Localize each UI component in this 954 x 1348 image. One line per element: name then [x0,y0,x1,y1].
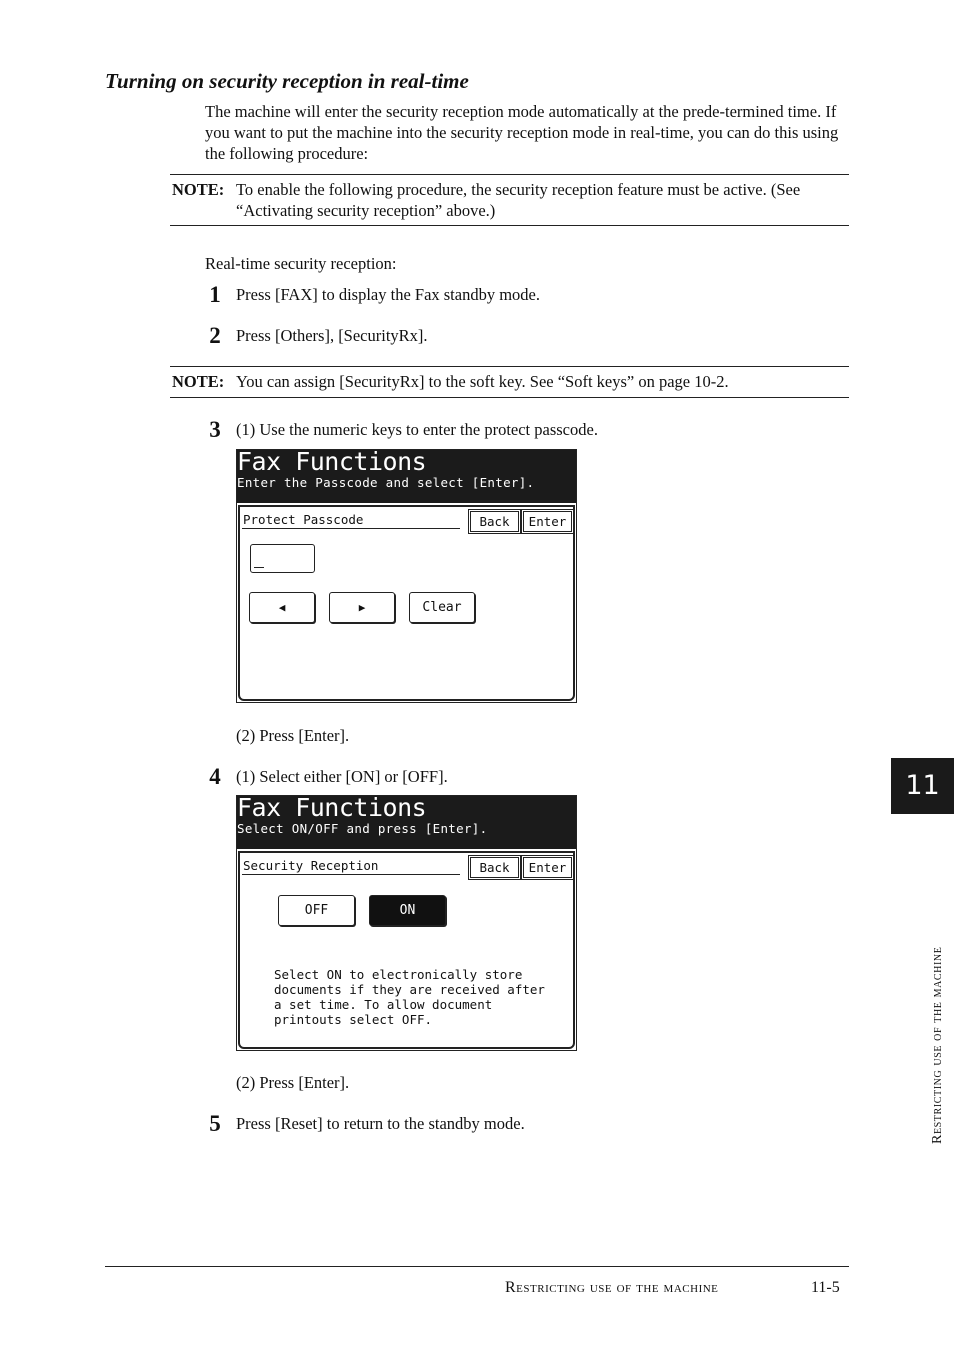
chapter-tab: 11 [891,758,954,814]
left-arrow-button[interactable]: ◀ [249,592,315,623]
field-underline [242,874,460,875]
note-text: You can assign [SecurityRx] to the soft key. See “Soft keys” on page 10-2. [236,372,729,391]
back-button[interactable]: Back [470,511,519,532]
field-label: Security Reception [243,858,379,873]
procedure-label: Real-time security reception: [205,254,397,273]
note-1 [172,179,848,221]
side-chapter-label [906,832,945,1144]
step-text: (1) Select either [ON] or [OFF]. [236,767,448,786]
step-number: 1 [209,282,221,307]
section-heading: Turning on security reception in real-time [105,69,469,93]
lcd-title-bar [237,447,576,503]
lcd-panel [238,851,575,1049]
note-text: To enable the following procedure, the security reception feature must be active. (See “Activating security reception” above.) [236,180,801,220]
note-label: NOTE: [172,372,225,391]
field-label: Protect Passcode [243,512,364,527]
page-number: 11-5 [811,1279,840,1296]
step-text: (1) Use the numeric keys to enter the protect passcode. [236,420,598,439]
note-rule-bottom [170,225,849,226]
step-number: 2 [209,323,221,348]
step-text: Press [Others], [SecurityRx]. [236,326,428,345]
lcd-panel [238,505,575,701]
note-rule-top [170,366,849,367]
note-2 [172,371,848,392]
field-underline [242,528,460,529]
step-text: Press [Reset] to return to the standby mode. [236,1114,525,1133]
clear-button[interactable]: Clear [409,592,475,623]
lcd-subtitle: Enter the Passcode and select [Enter]. [237,475,535,490]
footer-rule [105,1266,849,1267]
step-subtext: (2) Press [Enter]. [236,726,350,745]
lcd-title: Fax Functions [237,793,427,822]
step-number: 4 [209,764,221,789]
on-button[interactable]: ON [369,895,446,926]
lcd-subtitle: Select ON/OFF and press [Enter]. [237,821,488,836]
enter-button[interactable]: Enter [523,511,572,532]
note-rule-top [170,174,849,175]
help-text: Select ON to electronically store documents if they are received after a set time. To allow document printouts select OFF. [274,967,545,1027]
passcode-input[interactable] [250,544,315,573]
text-cursor [254,567,264,568]
step-number: 5 [209,1111,221,1136]
right-arrow-button[interactable]: ▶ [329,592,395,623]
note-rule-bottom [170,397,849,398]
lcd-screen-security-reception [236,795,577,1051]
note-label: NOTE: [172,180,225,199]
off-button[interactable]: OFF [278,895,355,926]
footer-title: Restricting use of the machine [505,1279,719,1296]
step-text: Press [FAX] to display the Fax standby mode. [236,285,541,304]
side-chapter-text: Restricting use of the machine [930,946,945,1144]
intro-paragraph: The machine will enter the security reception mode automatically at the prede-termined time. If you want to put the machine into the security reception mode in real-time, you can do this using the following procedure: [205,102,839,163]
step-subtext: (2) Press [Enter]. [236,1073,350,1092]
step-number: 3 [209,417,221,442]
enter-button[interactable]: Enter [523,857,572,878]
lcd-title: Fax Functions [237,447,427,476]
lcd-title-bar [237,793,576,849]
lcd-screen-passcode [236,449,577,703]
back-button[interactable]: Back [470,857,519,878]
